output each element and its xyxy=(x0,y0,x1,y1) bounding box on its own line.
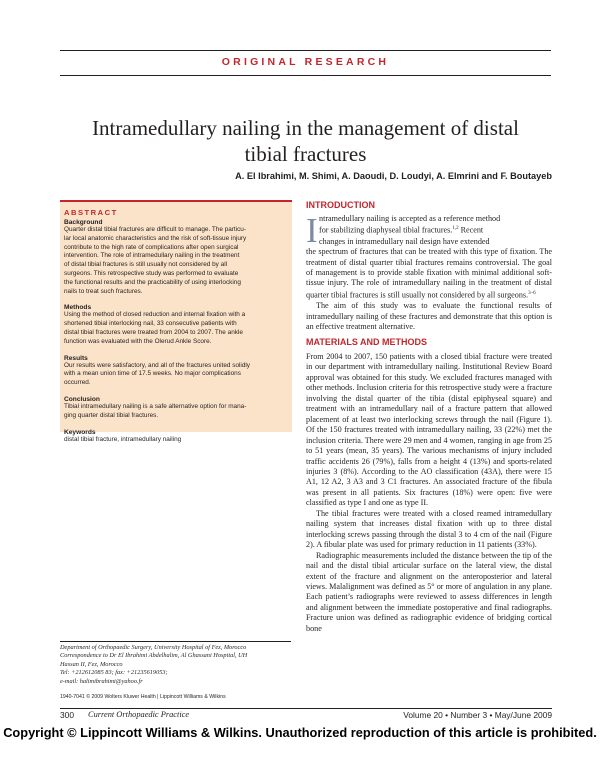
abstract-line: the functional results and the practicability of using interlocking xyxy=(64,278,241,286)
abstract-methods xyxy=(64,311,288,346)
contact-phone: Tel: +212612085 83; fax: +21235619053; xyxy=(60,669,168,677)
abstract-line: nails to treat such fractures. xyxy=(64,287,143,295)
abstract-line: function was evaluated with the Olerud Ankle Score. xyxy=(64,337,212,345)
section-rule-top xyxy=(60,50,551,51)
abstract-heading: ABSTRACT xyxy=(64,208,118,217)
materials-body xyxy=(306,352,552,634)
abstract-line: Our results were satisfactory, and all of the fractures united solidly xyxy=(64,361,251,369)
abstract-line: distal tibial fractures were treated from 2004 to 2007. The ankle xyxy=(64,328,243,336)
materials-paragraph-2: The tibial fractures were treated with a closed reamed intramedullary nailing system that increases distal fixation with up to three distal interlocking screws passing through the distal 3 to 4 cm of the nail (Figure 2). A fibular plate was used for primary reduction in 11 patients (33%). xyxy=(306,508,552,550)
affiliation-footnote xyxy=(60,644,300,686)
intro-paragraph-1: the spectrum of fractures that can be treated with this type of fixation. The treatment of distal quarter tibial fractures remains controversial. The goal of management is to provide stable fixation with minimal additional soft-tissue injury. The role of intramedullary nailing in the treatment of distal quarter tibial fractures is still usually not considered by all surgeons.$^{3-6}$ xyxy=(306,247,552,300)
abstract-results-heading: Results xyxy=(64,354,88,362)
abstract-line: Tibial intramedullary nailing is a safe alternative option for mana- xyxy=(64,402,247,410)
abstract-results xyxy=(64,362,288,388)
abstract-line: with a mean union time of 17.5 weeks. No major complications xyxy=(64,370,241,378)
abstract-methods-heading: Methods xyxy=(64,304,92,312)
contact-email: e-mail: halimibrahimi@yahoo.fr xyxy=(60,677,143,685)
abstract-conclusion xyxy=(64,403,288,421)
section-rule-bottom xyxy=(60,75,551,76)
abstract-content xyxy=(64,219,288,444)
citation-3-6: 3–6 xyxy=(528,290,536,296)
abstract-rule xyxy=(60,200,292,202)
abstract-background xyxy=(64,226,288,296)
abstract-line: Quarter distal tibial fractures are difficult to manage. The particu- xyxy=(64,226,246,233)
correspondence-address: Hassan II, Fez, Morocco xyxy=(60,660,123,668)
abstract-conclusion-heading: Conclusion xyxy=(64,395,100,403)
intro-line-1: ntramedullary nailing is accepted as a reference method xyxy=(319,214,501,223)
introduction-body xyxy=(306,211,552,332)
materials-heading: MATERIALS AND METHODS xyxy=(306,337,427,347)
intro-line-3: changes in intramedullary nail design have extended xyxy=(319,236,490,246)
abstract-line: surgeons. This retrospective study was performed to evaluate xyxy=(64,269,239,277)
page-number: 300 xyxy=(60,710,74,720)
article-title xyxy=(60,115,551,167)
abstract-line: contribute to the high rate of complications after open surgical xyxy=(64,243,239,251)
footer-rule xyxy=(60,708,552,709)
volume-info: Volume 20 • Number 3 • May/June 2009 xyxy=(403,710,552,720)
issn-line: 1940-7041 © 2009 Wolters Kluwer Health | Lippincott Williams & Wilkins xyxy=(60,694,226,700)
department: Department of Orthopaedic Surgery, University Hospital of Fez, Morocco xyxy=(60,644,247,651)
abstract-keywords-heading: Keywords xyxy=(64,428,96,436)
abstract-line: shortened tibial interlocking nail, 33 consecutive patients with xyxy=(64,320,237,328)
intro-paragraph-2: The aim of this study was to evaluate the functional results of intramedullary nailing of these fractures and demonstrate that this option is an effective treatment alternative. xyxy=(306,301,552,331)
drop-cap: I xyxy=(306,211,318,250)
abstract-line: intervention. The role of intramedullary nailing in the treatment xyxy=(64,252,240,260)
title-line-1: Intramedullary nailing in the management of distal xyxy=(92,116,519,140)
intro-line-2: for stabilizing diaphyseal tibial fractures.$^{1,2}$ Recent xyxy=(319,226,484,236)
abstract-line: occurred. xyxy=(64,379,91,387)
abstract-line: ging quarter distal tibial fractures. xyxy=(64,411,159,419)
footnote-rule xyxy=(60,641,291,642)
abstract-line: lar local anatomic characteristics and the risk of soft-tissue injury xyxy=(64,234,247,242)
abstract-line: Using the method of closed reduction and internal fixation with a xyxy=(64,311,246,319)
abstract-background-heading: Background xyxy=(64,219,103,226)
abstract-keywords: distal tibial fracture, intramedullary nailing xyxy=(64,435,182,443)
materials-paragraph-3: Radiographic measurements included the distance between the tip of the nail and the distal tibial articular surface on the lateral view, the distal extent of the fracture and alignment on the anteroposterior and lateral views. Malalignment was defined as 5° or more of angulation in any plane. Each patient’s radiographs were reviewed to assess differences in length and alignment between the immediate postoperative and final radiographs. Fracture union was defined as radiographic evidence of bridging cortical bone xyxy=(306,550,552,633)
materials-paragraph-1: From 2004 to 2007, 150 patients with a closed tibial fracture were treated in our department with intramedullary nailing. Institutional Review Board approval was obtained for this study. We excluded fractures managed with other methods. Inclusion criteria for this retrospective study were a fracture involving the distal quarter of the tibia (distal epiphyseal square) and treatment with an intramedullary nail of a fracture pattern that allowed placement of at least two interlocking screws through the nail (Figure 1). Of the 150 fractures treated with intramedullary nailing, 33 (22%) met the inclusion criteria. There were 29 men and 4 women, ranging in age from 25 to 51 years (mean, 35 years). The various mechanisms of injury included traffic accidents 26 (79%), falls from a height 4 (13%) and sports-related injuries 3 (8%). According to the AO classification (43A), there were 15 A1, 12 A2, 3 A3 and 3 C1 fractures. An associated fracture of the fibula was present in all patients. Six fractures (18%) were open: five were classified as type I and one as type II. xyxy=(306,352,553,508)
section-label: ORIGINAL RESEARCH xyxy=(221,56,390,68)
correspondence: Correspondence to Dr El Ibrahimi Abdelhalim, Al Ghassani Hospital, UH xyxy=(60,652,248,660)
copyright-notice: Copyright © Lippincott Williams & Wilkins. Unauthorized reproduction of this article is prohibited. xyxy=(3,725,597,740)
abstract-line: of distal tibial fractures is still usually not considered by all xyxy=(64,261,228,269)
authors: A. El Ibrahimi, M. Shimi, A. Daoudi, D. Loudyi, A. Elmrini and F. Boutayeb xyxy=(235,171,552,181)
introduction-heading: INTRODUCTION xyxy=(306,200,375,210)
journal-name: Current Orthopaedic Practice xyxy=(88,710,190,719)
citation-1-2: 1,2 xyxy=(452,226,459,232)
title-line-2: tibial fractures xyxy=(244,142,367,166)
